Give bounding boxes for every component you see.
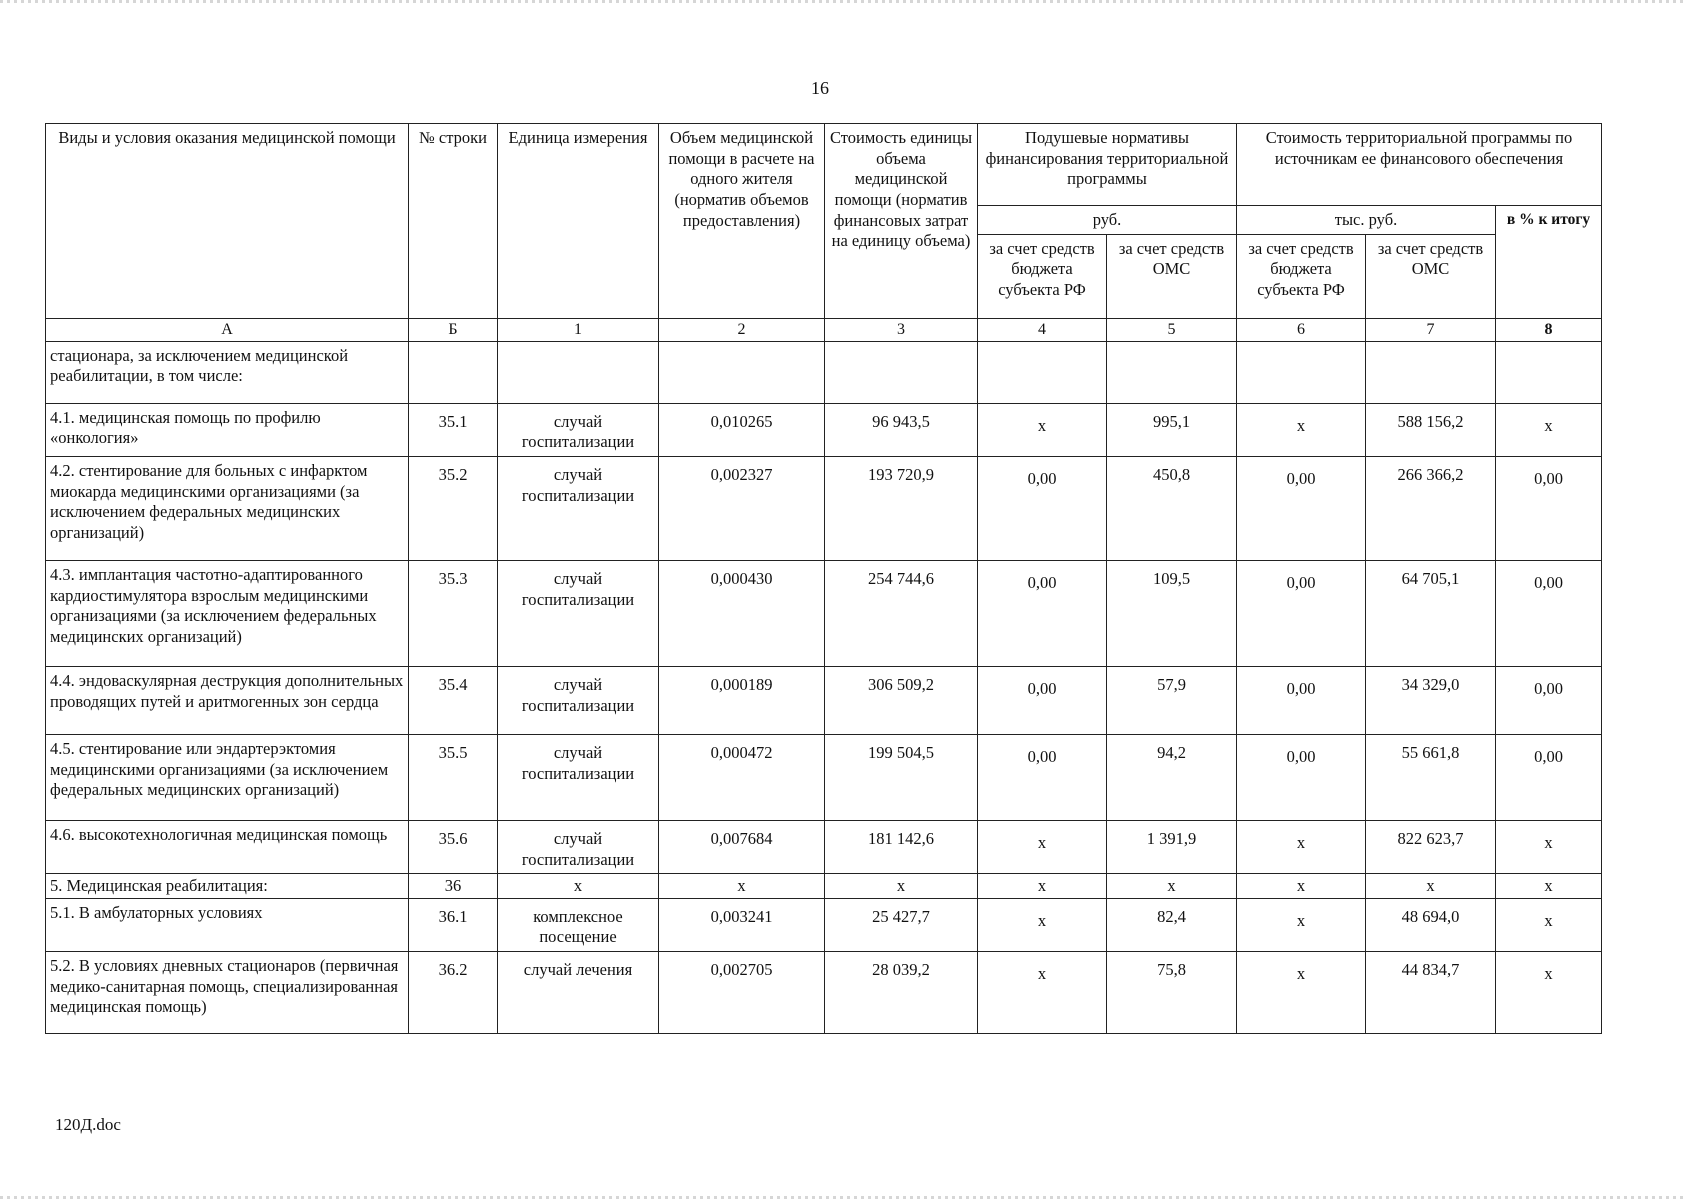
- cell-unit: случай госпитализации: [498, 456, 659, 560]
- cell-v3: x: [825, 874, 978, 899]
- cell-v3: 193 720,9: [825, 456, 978, 560]
- header-col-1: Единица измерения: [498, 124, 659, 319]
- cell-v6: x: [1237, 898, 1366, 951]
- index-cell: 8: [1496, 318, 1602, 341]
- cell-v3: 181 142,6: [825, 820, 978, 873]
- cell-v2: 0,007684: [659, 820, 825, 873]
- header-group-cost: Стоимость территориальной программы по источникам ее финансового обеспечения: [1237, 124, 1602, 206]
- cell-v6: 0,00: [1237, 456, 1366, 560]
- cell-v8: 0,00: [1496, 560, 1602, 666]
- header-col-7: за счет средств ОМС: [1366, 234, 1496, 318]
- cell-num: 36: [409, 874, 498, 899]
- index-cell: А: [46, 318, 409, 341]
- cell-v4: 0,00: [978, 456, 1107, 560]
- table-row: [46, 666, 1602, 734]
- cell-v2: 0,000472: [659, 734, 825, 820]
- cell-v7: 64 705,1: [1366, 560, 1496, 666]
- cell-v4: 0,00: [978, 666, 1107, 734]
- cell-v8: 0,00: [1496, 734, 1602, 820]
- cell-v5: 109,5: [1107, 560, 1237, 666]
- index-cell: 4: [978, 318, 1107, 341]
- cell-v7: 55 661,8: [1366, 734, 1496, 820]
- cell-v8: x: [1496, 898, 1602, 951]
- cell-v8: x: [1496, 820, 1602, 873]
- header-col-5: за счет средств ОМС: [1107, 234, 1237, 318]
- header-group-per-capita: Подушевые нормативы финансирования территориальной программы: [978, 124, 1237, 206]
- cell-v2: 0,002705: [659, 952, 825, 1034]
- row-label: 5.1. В амбулаторных условиях: [46, 898, 409, 951]
- cell-v6: x: [1237, 874, 1366, 899]
- index-cell: 2: [659, 318, 825, 341]
- index-cell: 6: [1237, 318, 1366, 341]
- cell-unit: случай госпитализации: [498, 560, 659, 666]
- column-index-row: [46, 318, 1602, 341]
- cell-v4: x: [978, 898, 1107, 951]
- cell-v5: 94,2: [1107, 734, 1237, 820]
- scan-edge-top: [0, 0, 1686, 3]
- cell-v3: [825, 341, 978, 403]
- cell-v3: 25 427,7: [825, 898, 978, 951]
- cell-v2: 0,010265: [659, 403, 825, 456]
- header-unit-rub: руб.: [978, 206, 1237, 235]
- row-label: 4.2. стентирование для больных с инфарктом миокарда медицинскими организациями (за исключением федеральных медицинских организаций): [46, 456, 409, 560]
- cell-v8: 0,00: [1496, 666, 1602, 734]
- header-col-2: Объем медицинской помощи в расчете на одного жителя (норматив объемов предоставления): [659, 124, 825, 319]
- cell-v3: 199 504,5: [825, 734, 978, 820]
- row-label: 5. Медицинская реабилитация:: [46, 874, 409, 899]
- cell-v5: 995,1: [1107, 403, 1237, 456]
- table-row: [46, 734, 1602, 820]
- cell-v5: x: [1107, 874, 1237, 899]
- table-row: [46, 952, 1602, 1034]
- table-row: [46, 456, 1602, 560]
- cell-v2: 0,000430: [659, 560, 825, 666]
- cell-v5: 57,9: [1107, 666, 1237, 734]
- row-label: 4.5. стентирование или эндартерэктомия медицинскими организациями (за исключением федеральных медицинских организаций): [46, 734, 409, 820]
- header-col-b: № строки: [409, 124, 498, 319]
- cell-unit: [498, 341, 659, 403]
- header-unit-thousand-rub: тыс. руб.: [1237, 206, 1496, 235]
- cell-v5: 82,4: [1107, 898, 1237, 951]
- cell-v8: x: [1496, 952, 1602, 1034]
- scan-edge-bottom: [0, 1196, 1686, 1199]
- index-cell: 1: [498, 318, 659, 341]
- cell-v4: x: [978, 820, 1107, 873]
- cell-v6: x: [1237, 403, 1366, 456]
- cell-v6: x: [1237, 820, 1366, 873]
- cell-num: 36.2: [409, 952, 498, 1034]
- cell-v2: 0,003241: [659, 898, 825, 951]
- cell-v7: 48 694,0: [1366, 898, 1496, 951]
- cell-num: 35.4: [409, 666, 498, 734]
- cell-v4: x: [978, 952, 1107, 1034]
- cell-num: 35.2: [409, 456, 498, 560]
- cell-v8: x: [1496, 874, 1602, 899]
- cell-num: [409, 341, 498, 403]
- cell-num: 35.6: [409, 820, 498, 873]
- cell-unit: случай госпитализации: [498, 820, 659, 873]
- index-cell: 7: [1366, 318, 1496, 341]
- row-label: 4.6. высокотехнологичная медицинская помощь: [46, 820, 409, 873]
- cell-v2: [659, 341, 825, 403]
- index-cell: 5: [1107, 318, 1237, 341]
- footer-filename: 120Д.doc: [55, 1115, 121, 1134]
- cell-v4: x: [978, 874, 1107, 899]
- cell-v5: 1 391,9: [1107, 820, 1237, 873]
- cell-v4: x: [978, 403, 1107, 456]
- cell-v7: 34 329,0: [1366, 666, 1496, 734]
- cell-num: 35.5: [409, 734, 498, 820]
- financing-table: [45, 123, 1601, 1034]
- index-cell: 3: [825, 318, 978, 341]
- cell-v3: 306 509,2: [825, 666, 978, 734]
- row-label: 4.3. имплантация частотно-адаптированного кардиостимулятора взрослым медицинскими организациями (за исключением федеральных медицинских организаций): [46, 560, 409, 666]
- header-col-4: за счет средств бюджета субъекта РФ: [978, 234, 1107, 318]
- table-row: [46, 403, 1602, 456]
- row-label: стационара, за исключением медицинской реабилитации, в том числе:: [46, 341, 409, 403]
- cell-v4: 0,00: [978, 560, 1107, 666]
- cell-unit: случай госпитализации: [498, 734, 659, 820]
- index-cell: Б: [409, 318, 498, 341]
- cell-v4: [978, 341, 1107, 403]
- header-pct-total: в % к итогу: [1496, 206, 1602, 319]
- cell-v6: 0,00: [1237, 666, 1366, 734]
- cell-v7: 588 156,2: [1366, 403, 1496, 456]
- cell-v5: [1107, 341, 1237, 403]
- table-row: [46, 341, 1602, 403]
- table-row: [46, 874, 1602, 899]
- cell-v6: [1237, 341, 1366, 403]
- cell-v2: 0,002327: [659, 456, 825, 560]
- cell-unit: x: [498, 874, 659, 899]
- cell-v3: 28 039,2: [825, 952, 978, 1034]
- cell-v8: [1496, 341, 1602, 403]
- cell-v7: 44 834,7: [1366, 952, 1496, 1034]
- cell-v6: x: [1237, 952, 1366, 1034]
- cell-unit: комплексное посещение: [498, 898, 659, 951]
- cell-v8: 0,00: [1496, 456, 1602, 560]
- row-label: 4.1. медицинская помощь по профилю «онкология»: [46, 403, 409, 456]
- cell-v6: 0,00: [1237, 734, 1366, 820]
- cell-v3: 254 744,6: [825, 560, 978, 666]
- cell-v7: x: [1366, 874, 1496, 899]
- cell-v7: 266 366,2: [1366, 456, 1496, 560]
- cell-unit: случай госпитализации: [498, 666, 659, 734]
- cell-v7: 822 623,7: [1366, 820, 1496, 873]
- cell-v4: 0,00: [978, 734, 1107, 820]
- page-number: 16: [811, 78, 829, 98]
- cell-v8: x: [1496, 403, 1602, 456]
- table-row: [46, 820, 1602, 873]
- cell-v2: 0,000189: [659, 666, 825, 734]
- table-row: [46, 898, 1602, 951]
- header-col-6: за счет средств бюджета субъекта РФ: [1237, 234, 1366, 318]
- cell-v5: 450,8: [1107, 456, 1237, 560]
- cell-v3: 96 943,5: [825, 403, 978, 456]
- cell-v7: [1366, 341, 1496, 403]
- cell-v5: 75,8: [1107, 952, 1237, 1034]
- header-col-3: Стоимость единицы объема медицинской помощи (норматив финансовых затрат на единицу объема): [825, 124, 978, 319]
- cell-unit: случай лечения: [498, 952, 659, 1034]
- cell-v6: 0,00: [1237, 560, 1366, 666]
- cell-num: 35.1: [409, 403, 498, 456]
- cell-v2: x: [659, 874, 825, 899]
- row-label: 4.4. эндоваскулярная деструкция дополнительных проводящих путей и аритмогенных зон сердца: [46, 666, 409, 734]
- cell-num: 35.3: [409, 560, 498, 666]
- table-row: [46, 560, 1602, 666]
- cell-num: 36.1: [409, 898, 498, 951]
- row-label: 5.2. В условиях дневных стационаров (первичная медико-санитарная помощь, специализированная медицинская помощь): [46, 952, 409, 1034]
- cell-unit: случай госпитализации: [498, 403, 659, 456]
- header-col-a: Виды и условия оказания медицинской помощи: [46, 124, 409, 319]
